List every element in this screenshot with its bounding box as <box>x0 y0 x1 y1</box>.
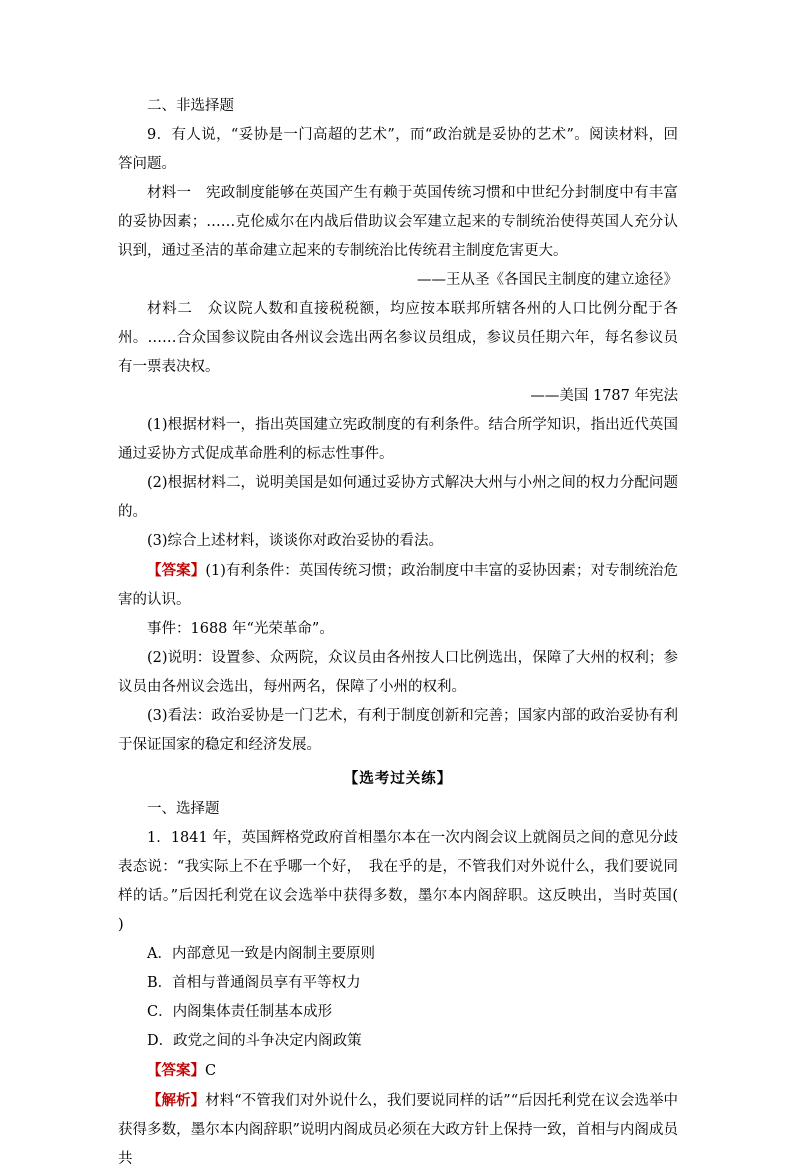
option-c: C．内阁集体责任制基本成形 <box>147 1004 333 1020</box>
question-1-analysis <box>118 1086 678 1174</box>
sub-question-1: (1)根据材料一，指出英国建立宪政制度的有利条件。结合所学知识，指出近代英国通过妥协方式促成革命胜利的标志性事件。 <box>118 417 678 462</box>
option-b: B．首相与普通阁员享有平等权力 <box>147 975 361 991</box>
option-a: A．内部意见一致是内阁制主要原则 <box>147 946 375 962</box>
section-heading-choice: 一、选择题 <box>147 801 220 817</box>
answer-2: (2)说明：设置参、众两院，众议员由各州按人口比例选出，保障了大州的权利；参议员由各州议会选出，每州两名，保障了小州的权利。 <box>118 650 678 695</box>
question-1-answer <box>118 1056 678 1086</box>
answer-1-text: (1)有利条件：英国传统习惯；政治制度中丰富的妥协因素；对专制统治危害的认识。 <box>118 563 678 608</box>
sub-question-3: (3)综合上述材料，谈谈你对政治妥协的看法。 <box>147 533 444 549</box>
material-2: 材料二 众议院人数和直接税税额，均应按本联邦所辖各州的人口比例分配于各州。……合众国参议院由各州议会选出两名参议员组成，参议员任期六年，每名参议员有一票表决权。 <box>118 301 678 375</box>
document-content <box>118 92 707 1174</box>
material-1: 材料一 宪政制度能够在英国产生有赖于英国传统习惯和中世纪分封制度中有丰富的妥协因素；……克伦威尔在内战后借助议会军建立起来的专制统治使得英国人充分认识到，通过圣洁的革命建立起来的专制统治比传统君主制度危害更大。 <box>118 185 678 259</box>
answer-tag: 【答案】 <box>147 562 206 579</box>
answer-1-event: 事件：1688 年“光荣革命”。 <box>147 621 334 637</box>
answer-1 <box>118 556 678 615</box>
section-title-exam-practice: 【选考过关练】 <box>343 770 453 787</box>
question-9-stem: 9．有人说，“妥协是一门高超的艺术”，而“政治就是妥协的艺术”。阅读材料，回答问题。 <box>118 127 678 172</box>
sub-question-2: (2)根据材料二，说明美国是如何通过妥协方式解决大州与小州之间的权力分配问题的。 <box>118 475 678 520</box>
analysis-tag: 【解析】 <box>147 1092 206 1109</box>
option-d: D．政党之间的斗争决定内阁政策 <box>147 1033 362 1049</box>
answer-tag: 【答案】 <box>147 1062 205 1079</box>
answer-3: (3)看法：政治妥协是一门艺术，有利于制度创新和完善；国家内部的政治妥协有利于保证国家的稳定和经济发展。 <box>118 708 678 753</box>
question-1-answer-value: C <box>205 1063 217 1079</box>
material-2-source: ——美国 1787 年宪法 <box>530 388 678 404</box>
material-1-source: ——王从圣《各国民主制度的建立途径》 <box>417 272 678 288</box>
question-1-analysis-text: 材料“不管我们对外说什么，我们要说同样的话”“后因托利党在议会选举中获得多数，墨尔本内阁辞职”说明内阁成员必须在大政方针上保持一致，首相与内阁成员共 <box>118 1093 678 1167</box>
section-heading-non-choice: 二、非选择题 <box>147 98 234 114</box>
question-1-stem: 1．1841 年，英国辉格党政府首相墨尔本在一次内阁会议上就阁员之间的意见分歧表态说：“我实际上不在乎哪一个好， 我在乎的是，不管我们对外说什么，我们要说同样的话。”后因托利党在议会选举中获得多数，墨尔本内阁辞职。这反映出，当时英国( ) <box>118 830 707 933</box>
